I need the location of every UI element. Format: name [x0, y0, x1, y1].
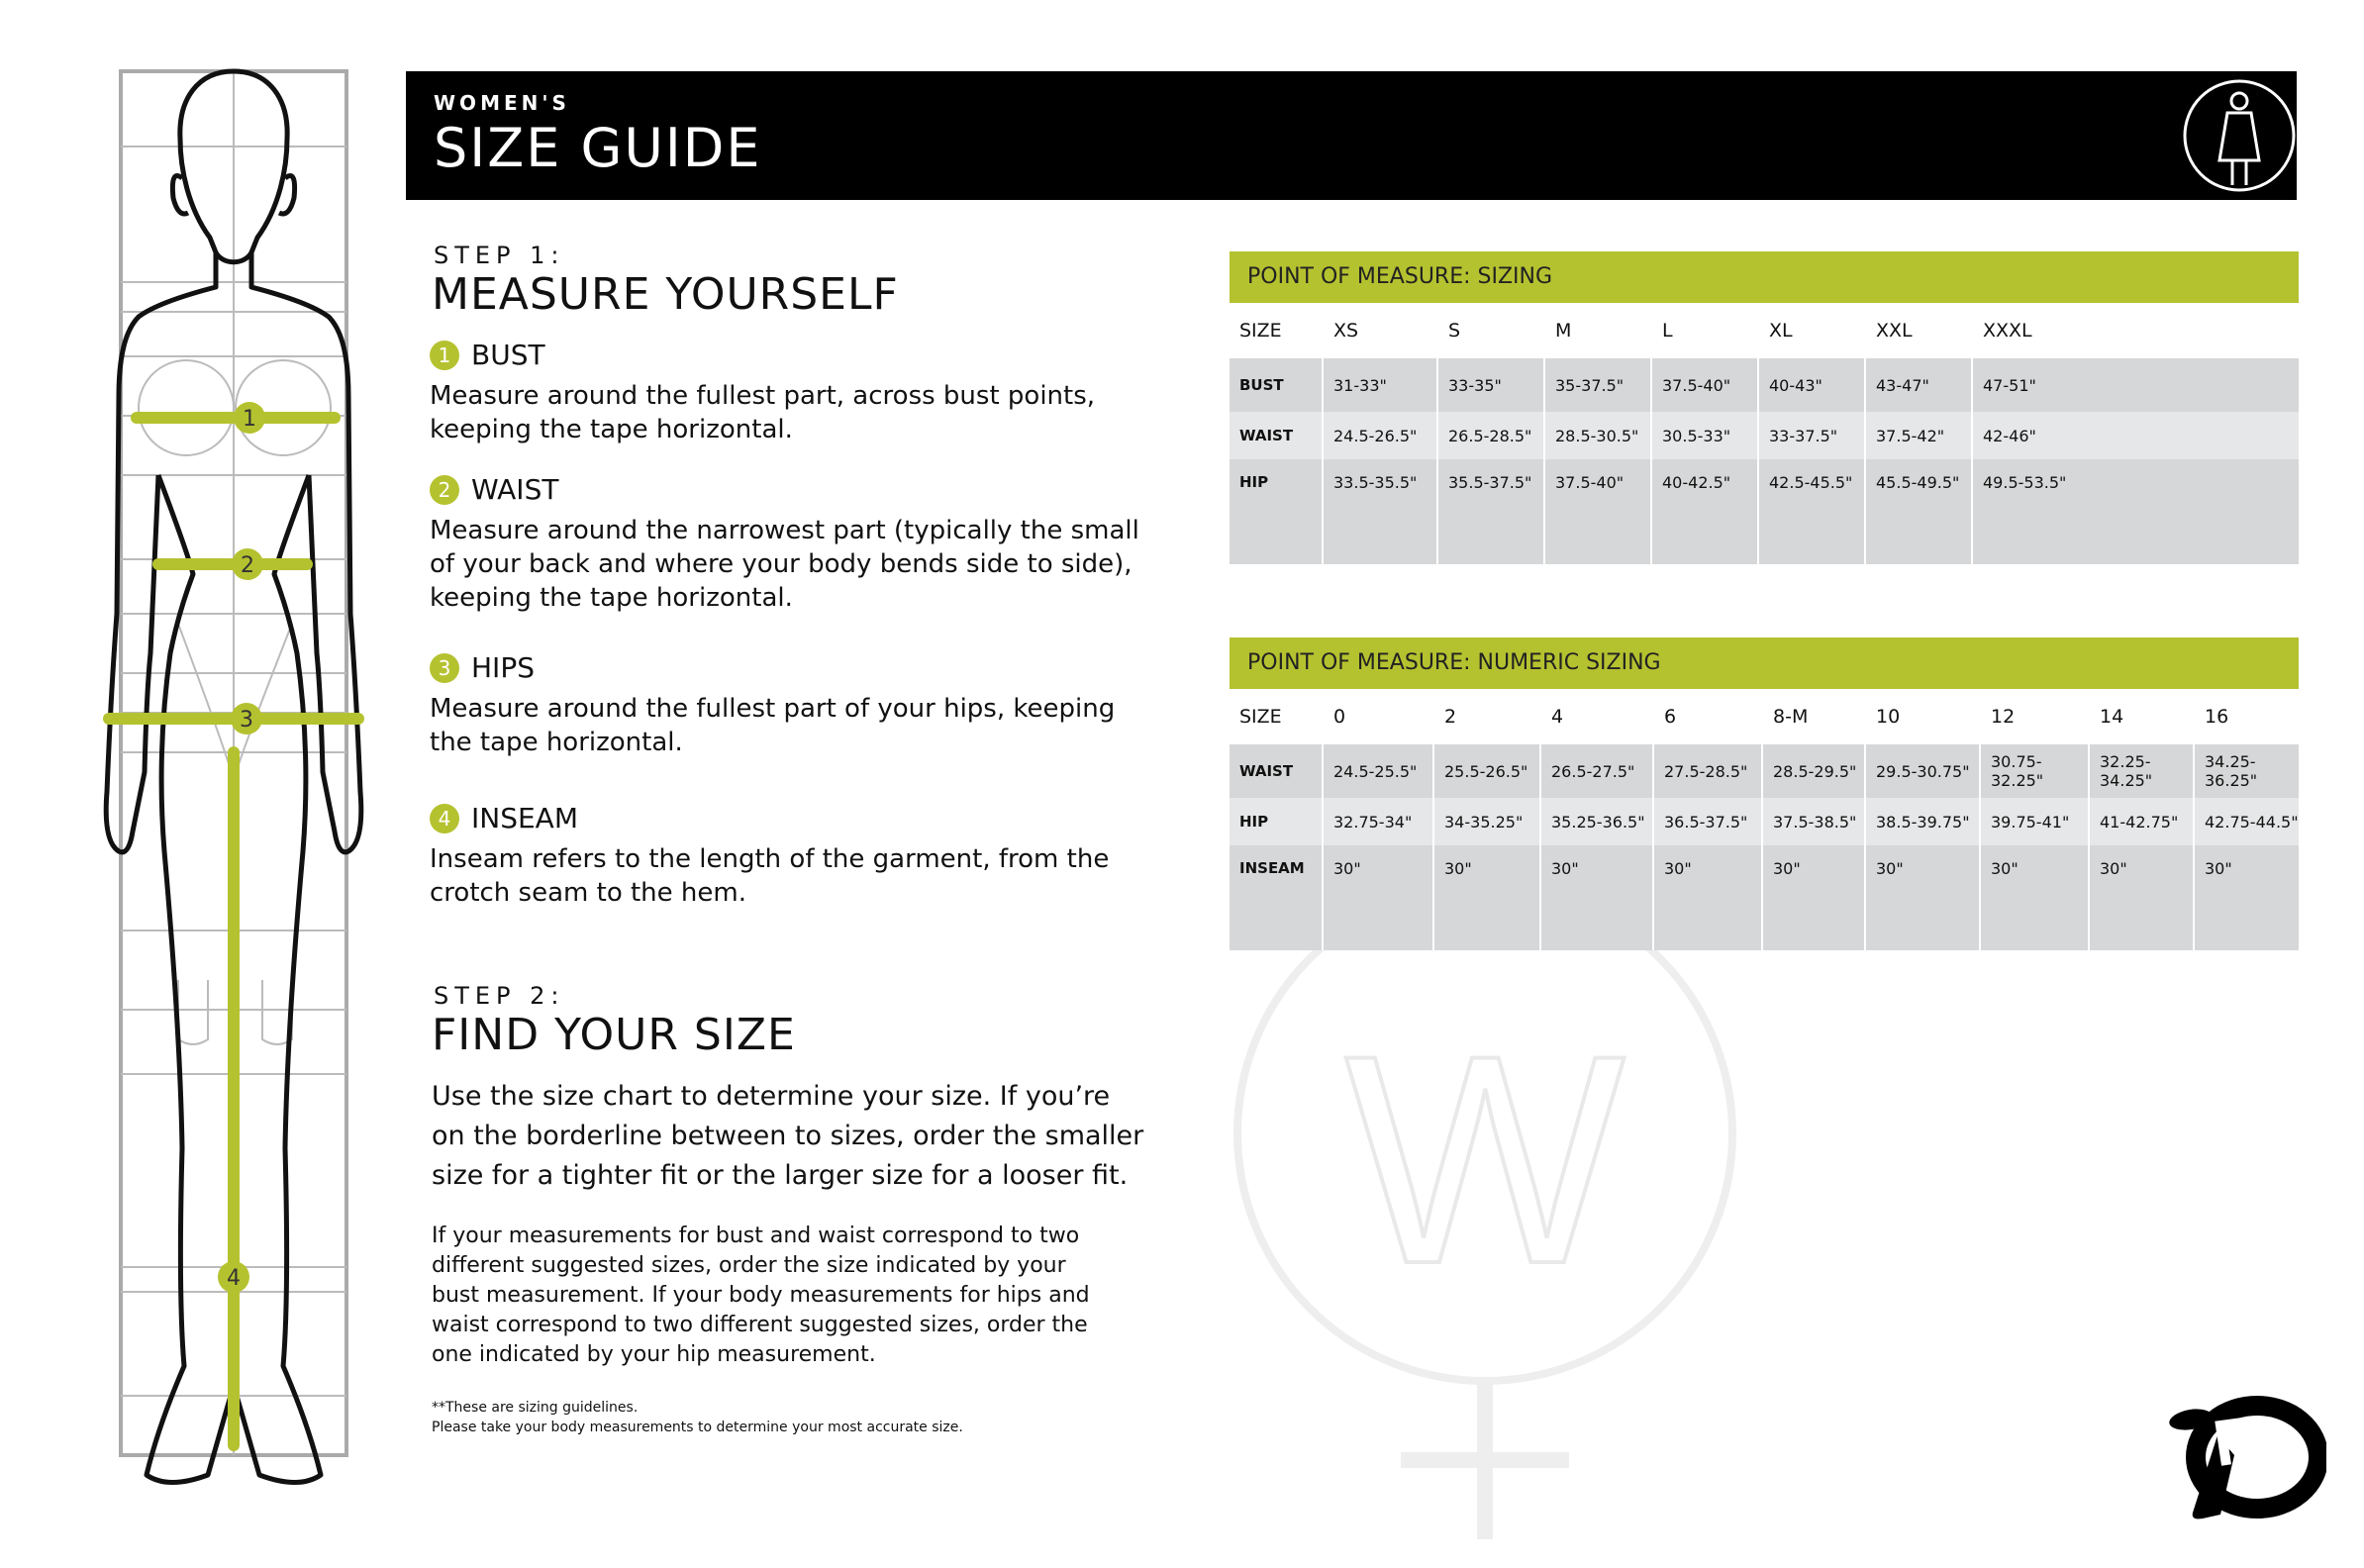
- size-col: XXXL: [1972, 303, 2299, 358]
- table-cell: 47-51": [1972, 358, 2299, 412]
- size-col: 16: [2194, 689, 2299, 744]
- row-label: WAIST: [1230, 744, 1323, 798]
- bust-description: Measure around the fullest part, across bust points, keeping the tape horizontal.: [430, 381, 1096, 444]
- table-cell: 35-37.5": [1544, 358, 1651, 412]
- sizing-table-title: POINT OF MEASURE: SIZING: [1230, 251, 2299, 303]
- table-cell: 30.5-33": [1651, 412, 1758, 459]
- table-cell: 32.75-34": [1323, 798, 1433, 845]
- size-col: 10: [1865, 689, 1980, 744]
- figure-marker-2: 2: [241, 553, 254, 578]
- row-label: BUST: [1230, 358, 1323, 412]
- row-label: WAIST: [1230, 412, 1323, 459]
- measure-item-inseam: [430, 802, 1142, 910]
- table-cell: 30": [1323, 845, 1433, 950]
- table-cell: 34-35.25": [1433, 798, 1540, 845]
- body-measurement-figure: [99, 59, 396, 1524]
- waist-description: Measure around the narrowest part (typically the small of your back and where your body bends side to side), keeping the tape horizontal.: [430, 516, 1139, 613]
- size-header: SIZE: [1230, 303, 1323, 358]
- table-cell: 42.5-45.5": [1758, 459, 1865, 564]
- watermark-letter: W: [1344, 993, 1625, 1325]
- hips-number-badge: 3: [430, 653, 459, 683]
- table-cell: 33-37.5": [1758, 412, 1865, 459]
- bust-title: BUST: [471, 339, 545, 371]
- sizing-table: [1230, 251, 2299, 564]
- size-col: S: [1437, 303, 1544, 358]
- table-cell: 24.5-26.5": [1323, 412, 1437, 459]
- inseam-description: Inseam refers to the length of the garment, from the crotch seam to the hem.: [430, 844, 1110, 908]
- inseam-number-badge: 4: [430, 804, 459, 833]
- woman-figure-icon: [2178, 71, 2307, 200]
- size-col: L: [1651, 303, 1758, 358]
- table-cell: 29.5-30.75": [1865, 744, 1980, 798]
- hips-description: Measure around the fullest part of your hips, keeping the tape horizontal.: [430, 694, 1116, 757]
- table-row: [1230, 845, 2299, 950]
- guideline-note-line2: Please take your body measurements to determine your most accurate size.: [432, 1420, 963, 1435]
- figure-marker-1: 1: [243, 407, 256, 432]
- figure-marker-4: 4: [227, 1266, 241, 1291]
- table-cell: 30": [1980, 845, 2089, 950]
- size-col: 6: [1653, 689, 1762, 744]
- table-cell: 33-35": [1437, 358, 1544, 412]
- table-cell: 30.75-32.25": [1980, 744, 2089, 798]
- page-title: SIZE GUIDE: [434, 117, 762, 179]
- header-subtitle: WOMEN'S: [434, 91, 570, 115]
- table-cell: 30": [2089, 845, 2194, 950]
- table-cell: 30": [1433, 845, 1540, 950]
- size-col: XS: [1323, 303, 1437, 358]
- row-label: HIP: [1230, 798, 1323, 845]
- table-cell: 28.5-30.5": [1544, 412, 1651, 459]
- size-col: XL: [1758, 303, 1865, 358]
- table-cell: 40-43": [1758, 358, 1865, 412]
- table-row: [1230, 412, 2299, 459]
- table-row: [1230, 798, 2299, 845]
- table-cell: 37.5-40": [1544, 459, 1651, 564]
- row-label: INSEAM: [1230, 845, 1323, 950]
- waist-number-badge: 2: [430, 475, 459, 505]
- table-cell: 27.5-28.5": [1653, 744, 1762, 798]
- page-header: [406, 71, 2297, 200]
- table-cell: 37.5-42": [1865, 412, 1972, 459]
- numeric-sizing-table-title: POINT OF MEASURE: NUMERIC SIZING: [1230, 637, 2299, 689]
- measure-item-hips: [430, 651, 1142, 759]
- size-col: 12: [1980, 689, 2089, 744]
- measure-item-waist: [430, 473, 1142, 615]
- table-row: [1230, 744, 2299, 798]
- guideline-note-line1: **These are sizing guidelines.: [432, 1400, 639, 1416]
- table-cell: 30": [1762, 845, 1865, 950]
- figure-marker-3: 3: [240, 708, 253, 733]
- table-cell: 30": [1865, 845, 1980, 950]
- size-col: M: [1544, 303, 1651, 358]
- size-col: 2: [1433, 689, 1540, 744]
- size-col: 8-M: [1762, 689, 1865, 744]
- table-cell: 26.5-27.5": [1540, 744, 1653, 798]
- step1-label: STEP 1:: [434, 242, 565, 269]
- table-cell: 37.5-40": [1651, 358, 1758, 412]
- hips-title: HIPS: [471, 651, 535, 684]
- size-col: XXL: [1865, 303, 1972, 358]
- table-cell: 43-47": [1865, 358, 1972, 412]
- table-cell: 41-42.75": [2089, 798, 2194, 845]
- table-row: [1230, 358, 2299, 412]
- size-header: SIZE: [1230, 689, 1323, 744]
- table-cell: 38.5-39.75": [1865, 798, 1980, 845]
- table-cell: 36.5-37.5": [1653, 798, 1762, 845]
- numeric-sizing-table-grid: [1230, 689, 2299, 950]
- bust-number-badge: 1: [430, 341, 459, 370]
- sizing-table-grid: [1230, 303, 2299, 564]
- table-cell: 42-46": [1972, 412, 2299, 459]
- table-row: [1230, 459, 2299, 564]
- row-label: HIP: [1230, 459, 1323, 564]
- table-cell: 34.25-36.25": [2194, 744, 2299, 798]
- table-cell: 32.25-34.25": [2089, 744, 2194, 798]
- step2-title: FIND YOUR SIZE: [432, 1010, 796, 1060]
- size-col: 0: [1323, 689, 1433, 744]
- table-cell: 40-42.5": [1651, 459, 1758, 564]
- table-cell: 24.5-25.5": [1323, 744, 1433, 798]
- table-cell: 37.5-38.5": [1762, 798, 1865, 845]
- measure-item-bust: [430, 339, 1142, 446]
- table-cell: 26.5-28.5": [1437, 412, 1544, 459]
- table-cell: 35.25-36.5": [1540, 798, 1653, 845]
- inseam-title: INSEAM: [471, 802, 578, 834]
- table-row: [1230, 303, 2299, 358]
- step2-label: STEP 2:: [434, 982, 565, 1010]
- waist-title: WAIST: [471, 473, 559, 506]
- step1-title: MEASURE YOURSELF: [432, 269, 899, 320]
- table-cell: 30": [1540, 845, 1653, 950]
- find-size-paragraph: Use the size chart to determine your size. If you’re on the borderline between to sizes, order the smaller size for a tighter fit or the larger size for a looser fit.: [432, 1081, 1144, 1191]
- table-cell: 42.75-44.5": [2194, 798, 2299, 845]
- brand-logo-icon: [2163, 1396, 2326, 1524]
- table-cell: 35.5-37.5": [1437, 459, 1544, 564]
- table-cell: 49.5-53.5": [1972, 459, 2299, 564]
- table-cell: 30": [2194, 845, 2299, 950]
- size-conflict-paragraph: If your measurements for bust and waist correspond to two different suggested sizes, order the size indicated by your bust measurement. If your body measurements for hips and waist correspond to two different suggested sizes, order the one indicated by your hip measurement.: [432, 1224, 1090, 1367]
- female-symbol-icon: [1223, 891, 1747, 1544]
- size-col: 14: [2089, 689, 2194, 744]
- table-row: [1230, 689, 2299, 744]
- table-cell: 33.5-35.5": [1323, 459, 1437, 564]
- table-cell: 39.75-41": [1980, 798, 2089, 845]
- table-cell: 30": [1653, 845, 1762, 950]
- size-col: 4: [1540, 689, 1653, 744]
- table-cell: 25.5-26.5": [1433, 744, 1540, 798]
- table-cell: 45.5-49.5": [1865, 459, 1972, 564]
- table-cell: 31-33": [1323, 358, 1437, 412]
- guideline-note: [432, 1398, 963, 1437]
- table-cell: 28.5-29.5": [1762, 744, 1865, 798]
- numeric-sizing-table: [1230, 637, 2299, 950]
